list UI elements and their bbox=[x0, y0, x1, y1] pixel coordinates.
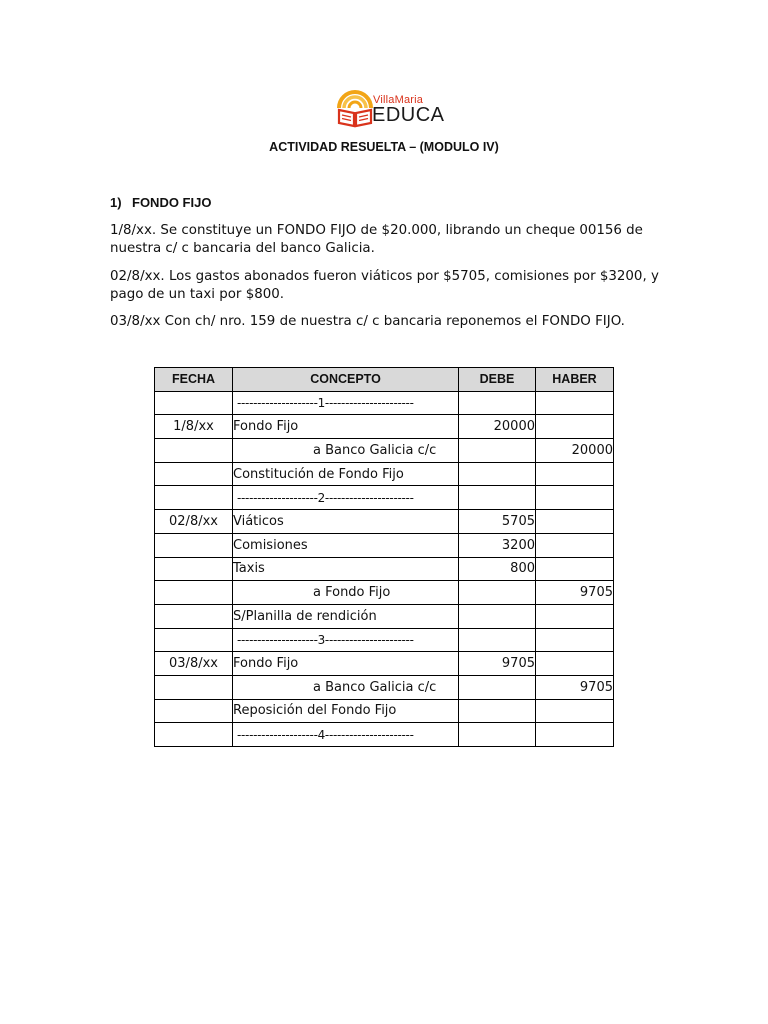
haber-cell bbox=[536, 604, 614, 628]
debe-cell bbox=[459, 439, 536, 463]
debe-cell: 9705 bbox=[459, 652, 536, 676]
fecha-cell: 1/8/xx bbox=[155, 415, 233, 439]
table-row bbox=[155, 533, 614, 557]
debe-cell bbox=[459, 462, 536, 486]
paragraph-1: 1/8/xx. Se constituye un FONDO FIJO de $20.000, librando un cheque 00156 de nuestra c/ c bancaria del banco Galicia. bbox=[110, 223, 643, 256]
haber-cell bbox=[536, 510, 614, 534]
concepto-cell: a Fondo Fijo bbox=[233, 581, 459, 605]
concepto-cell: Reposición del Fondo Fijo bbox=[233, 699, 459, 723]
concepto-cell: --------------------2---------------------- bbox=[233, 486, 459, 510]
table-row bbox=[155, 510, 614, 534]
journal-body bbox=[155, 391, 614, 746]
concepto-cell: Comisiones bbox=[233, 533, 459, 557]
journal-table bbox=[154, 367, 614, 747]
table-row bbox=[155, 723, 614, 747]
haber-cell bbox=[536, 533, 614, 557]
fecha-cell bbox=[155, 533, 233, 557]
fecha-cell bbox=[155, 699, 233, 723]
table-row bbox=[155, 486, 614, 510]
haber-cell: 20000 bbox=[536, 439, 614, 463]
concepto-cell: --------------------3---------------------- bbox=[233, 628, 459, 652]
concepto-cell: Fondo Fijo bbox=[233, 652, 459, 676]
section-title: FONDO FIJO bbox=[132, 195, 212, 210]
paragraph-3: 03/8/xx Con ch/ nro. 159 de nuestra c/ c bancaria reponemos el FONDO FIJO. bbox=[110, 314, 625, 329]
haber-cell bbox=[536, 723, 614, 747]
debe-cell bbox=[459, 628, 536, 652]
concepto-cell: --------------------4---------------------- bbox=[233, 723, 459, 747]
header-concepto: CONCEPTO bbox=[233, 368, 459, 392]
haber-cell bbox=[536, 652, 614, 676]
header-fecha: FECHA bbox=[155, 368, 233, 392]
fecha-cell bbox=[155, 557, 233, 581]
fecha-cell bbox=[155, 462, 233, 486]
table-row bbox=[155, 391, 614, 415]
debe-cell bbox=[459, 486, 536, 510]
debe-cell bbox=[459, 581, 536, 605]
open-book-icon bbox=[335, 86, 375, 132]
logo-brand-main: EDUCA bbox=[372, 104, 445, 126]
fecha-cell bbox=[155, 675, 233, 699]
header-haber: HABER bbox=[536, 368, 614, 392]
fecha-cell bbox=[155, 581, 233, 605]
table-row bbox=[155, 699, 614, 723]
debe-cell: 20000 bbox=[459, 415, 536, 439]
table-row bbox=[155, 581, 614, 605]
haber-cell bbox=[536, 628, 614, 652]
debe-cell bbox=[459, 723, 536, 747]
haber-cell bbox=[536, 391, 614, 415]
fecha-cell bbox=[155, 604, 233, 628]
table-row bbox=[155, 628, 614, 652]
header-debe: DEBE bbox=[459, 368, 536, 392]
debe-cell bbox=[459, 675, 536, 699]
fecha-cell bbox=[155, 486, 233, 510]
table-row bbox=[155, 652, 614, 676]
concepto-cell: Viáticos bbox=[233, 510, 459, 534]
fecha-cell bbox=[155, 439, 233, 463]
logo-brand-top: VillaMaria bbox=[373, 94, 424, 106]
document-title: ACTIVIDAD RESUELTA – (MODULO IV) bbox=[269, 140, 499, 154]
haber-cell: 9705 bbox=[536, 581, 614, 605]
table-row bbox=[155, 557, 614, 581]
concepto-cell: S/Planilla de rendición bbox=[233, 604, 459, 628]
debe-cell bbox=[459, 604, 536, 628]
table-row bbox=[155, 462, 614, 486]
fecha-cell bbox=[155, 391, 233, 415]
fecha-cell: 03/8/xx bbox=[155, 652, 233, 676]
section-heading bbox=[110, 195, 211, 210]
concepto-cell: Constitución de Fondo Fijo bbox=[233, 462, 459, 486]
debe-cell: 800 bbox=[459, 557, 536, 581]
haber-cell bbox=[536, 462, 614, 486]
debe-cell bbox=[459, 391, 536, 415]
table-row bbox=[155, 415, 614, 439]
concepto-cell: a Banco Galicia c/c bbox=[233, 675, 459, 699]
debe-cell: 5705 bbox=[459, 510, 536, 534]
table-header-row bbox=[155, 368, 614, 392]
concepto-cell: --------------------1---------------------- bbox=[233, 391, 459, 415]
section-number: 1) bbox=[110, 195, 122, 210]
fecha-cell bbox=[155, 628, 233, 652]
table-row bbox=[155, 675, 614, 699]
haber-cell: 9705 bbox=[536, 675, 614, 699]
concepto-cell: a Banco Galicia c/c bbox=[233, 439, 459, 463]
fecha-cell: 02/8/xx bbox=[155, 510, 233, 534]
haber-cell bbox=[536, 557, 614, 581]
concepto-cell: Fondo Fijo bbox=[233, 415, 459, 439]
haber-cell bbox=[536, 486, 614, 510]
fecha-cell bbox=[155, 723, 233, 747]
paragraph-2: 02/8/xx. Los gastos abonados fueron viáticos por $5705, comisiones por $3200, y pago de un taxi por $800. bbox=[110, 269, 659, 302]
table-row bbox=[155, 604, 614, 628]
table-row bbox=[155, 439, 614, 463]
haber-cell bbox=[536, 415, 614, 439]
debe-cell: 3200 bbox=[459, 533, 536, 557]
concepto-cell: Taxis bbox=[233, 557, 459, 581]
haber-cell bbox=[536, 699, 614, 723]
logo bbox=[335, 86, 445, 132]
debe-cell bbox=[459, 699, 536, 723]
